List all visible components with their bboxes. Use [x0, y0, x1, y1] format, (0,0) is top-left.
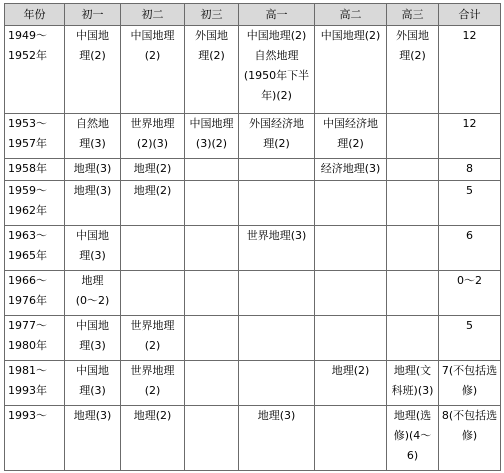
table-cell: 地理 (0～2) [65, 270, 121, 315]
table-cell [185, 181, 239, 226]
table-cell: 中国地理(2) [315, 26, 387, 114]
table-cell [315, 405, 387, 470]
table-cell: 中国地理 (3)(2) [185, 113, 239, 158]
table-cell [387, 113, 439, 158]
table-cell: 地理(2) [121, 405, 185, 470]
header-cell: 高二 [315, 4, 387, 26]
table-cell: 经济地理(3) [315, 158, 387, 180]
table-cell [185, 360, 239, 405]
table-cell: 外国地 理(2) [387, 26, 439, 114]
table-cell [315, 315, 387, 360]
table-cell: 自然地 理(3) [65, 113, 121, 158]
table-cell [121, 270, 185, 315]
table-cell: 8(不包括选 修) [439, 405, 501, 470]
table-cell: 12 [439, 113, 501, 158]
table-cell [387, 158, 439, 180]
table-cell: 中国地 理(3) [65, 360, 121, 405]
table-cell: 地理(3) [65, 158, 121, 180]
table-cell: 中国地 理(2) [65, 26, 121, 114]
header-cell: 合计 [439, 4, 501, 26]
table-cell [387, 270, 439, 315]
geography-curriculum-table [4, 3, 501, 471]
table-cell [315, 226, 387, 271]
table-cell [315, 181, 387, 226]
year-cell: 1963～ 1965年 [5, 226, 65, 271]
table-cell: 中国地 理(3) [65, 226, 121, 271]
header-cell: 高一 [239, 4, 315, 26]
header-row [5, 4, 501, 26]
year-cell: 1977～ 1980年 [5, 315, 65, 360]
table-cell: 5 [439, 181, 501, 226]
table-cell [239, 315, 315, 360]
table-cell: 外国经济地 理(2) [239, 113, 315, 158]
year-cell: 1959～ 1962年 [5, 181, 65, 226]
year-cell: 1949～ 1952年 [5, 26, 65, 114]
table-row [5, 226, 501, 271]
table-cell: 中国地理(2) 自然地理 (1950年下半 年)(2) [239, 26, 315, 114]
year-cell: 1966～ 1976年 [5, 270, 65, 315]
table-cell: 地理(2) [121, 181, 185, 226]
table-cell: 地理(文 科班)(3) [387, 360, 439, 405]
table-cell [239, 360, 315, 405]
table-cell: 0～2 [439, 270, 501, 315]
table-cell [185, 405, 239, 470]
year-cell: 1958年 [5, 158, 65, 180]
table-cell [185, 158, 239, 180]
table-cell [387, 181, 439, 226]
table-cell: 地理(3) [239, 405, 315, 470]
table-cell [387, 315, 439, 360]
table-cell: 6 [439, 226, 501, 271]
table-cell [239, 270, 315, 315]
table-cell: 7(不包括选 修) [439, 360, 501, 405]
table-cell: 世界地理 (2) [121, 315, 185, 360]
table-cell: 中国经济地 理(2) [315, 113, 387, 158]
table-cell: 世界地理 (2) [121, 360, 185, 405]
table-cell [185, 270, 239, 315]
header-cell: 初一 [65, 4, 121, 26]
year-cell: 1981～ 1993年 [5, 360, 65, 405]
table-cell: 外国地 理(2) [185, 26, 239, 114]
table-row [5, 315, 501, 360]
table-row [5, 26, 501, 114]
table-cell: 地理(3) [65, 405, 121, 470]
header-cell: 年份 [5, 4, 65, 26]
year-cell: 1953～ 1957年 [5, 113, 65, 158]
table-cell [239, 158, 315, 180]
header-cell: 高三 [387, 4, 439, 26]
year-cell: 1993～ [5, 405, 65, 470]
table-row [5, 270, 501, 315]
table-cell: 地理(选 修)(4～ 6) [387, 405, 439, 470]
table-cell [315, 270, 387, 315]
table-cell [185, 226, 239, 271]
table-cell [121, 226, 185, 271]
table-cell [185, 315, 239, 360]
table-cell: 5 [439, 315, 501, 360]
table-row [5, 405, 501, 470]
table-row [5, 360, 501, 405]
table-cell [387, 226, 439, 271]
table-row [5, 113, 501, 158]
header-cell: 初二 [121, 4, 185, 26]
table-cell: 世界地理 (2)(3) [121, 113, 185, 158]
table-cell: 地理(2) [315, 360, 387, 405]
table-cell [239, 181, 315, 226]
table-cell: 世界地理(3) [239, 226, 315, 271]
table-cell: 地理(3) [65, 181, 121, 226]
table-cell: 中国地 理(3) [65, 315, 121, 360]
table-cell: 8 [439, 158, 501, 180]
table-row [5, 158, 501, 180]
table-cell: 12 [439, 26, 501, 114]
header-cell: 初三 [185, 4, 239, 26]
table-cell: 地理(2) [121, 158, 185, 180]
table-row [5, 181, 501, 226]
table-cell: 中国地理 (2) [121, 26, 185, 114]
